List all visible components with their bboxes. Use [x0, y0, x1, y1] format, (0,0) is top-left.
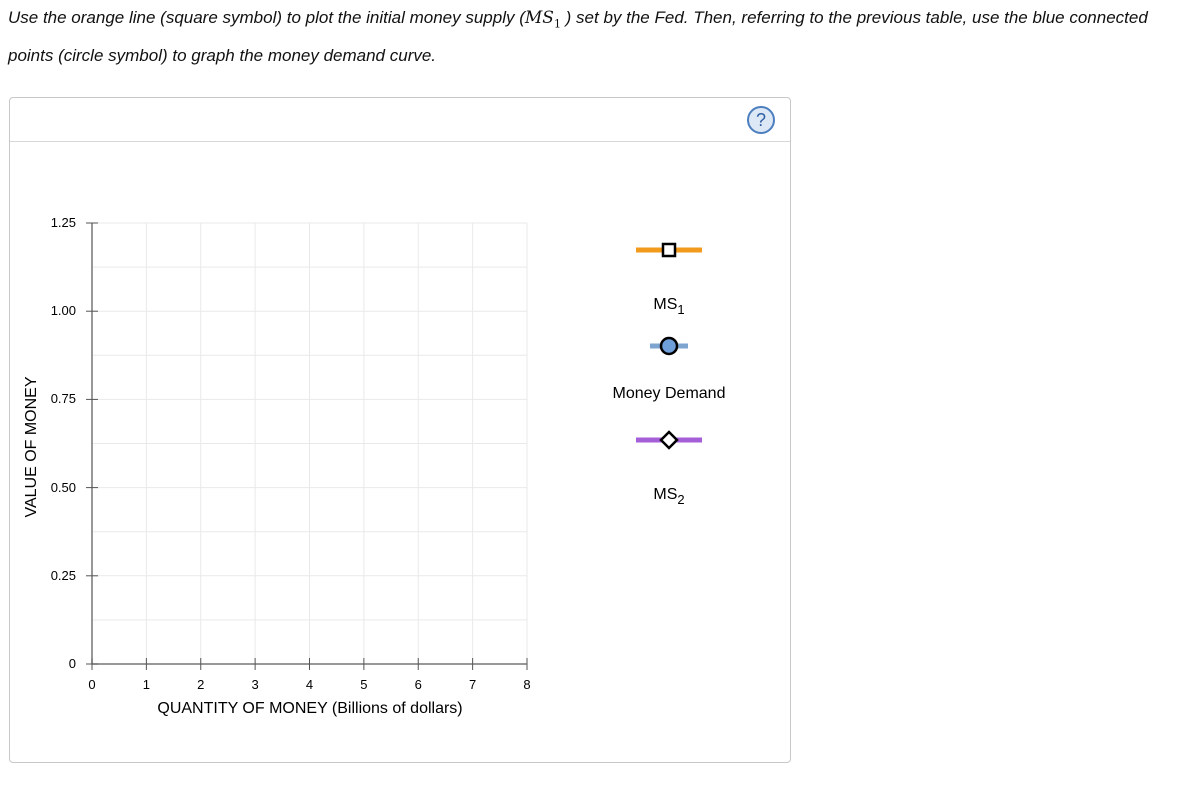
instructions-part1: Use the orange line (square symbol) to plot the initial money supply (: [8, 8, 525, 27]
y-tick-label: 0.75: [50, 391, 76, 407]
y-tick-label: 0.25: [50, 567, 76, 583]
ms2-label-main: MS: [653, 486, 678, 503]
instructions-ms1-main: MS: [524, 8, 554, 28]
y-tick-label: 1.25: [50, 215, 76, 230]
x-tick-label: 0: [88, 677, 96, 692]
x-tick-label: 6: [414, 677, 422, 692]
ms1-label: [589, 296, 749, 317]
x-tick-label: 5: [360, 677, 368, 692]
ms2-tool[interactable]: [634, 428, 704, 452]
instructions-part2: ) set by the Fed. Then, referring to the previous table, use the blue connected points (circle symbol) to graph the money demand curve.: [8, 8, 1148, 66]
ms1-label-sub: 1: [677, 302, 685, 317]
ms1-tool[interactable]: [634, 238, 704, 262]
circle-marker-icon: [661, 338, 677, 354]
axis-ticks: [86, 223, 527, 670]
money-demand-label: Money Demand: [612, 385, 726, 402]
help-icon-symbol: ?: [755, 110, 767, 130]
x-tick-label: 3: [251, 677, 259, 692]
x-tick-label: 4: [305, 677, 314, 692]
ms1-label-main: MS: [653, 296, 678, 313]
y-tick-label: 0: [68, 656, 76, 671]
x-tick-label: 7: [469, 677, 477, 692]
diamond-marker-icon: [661, 432, 677, 448]
y-tick-label: 1.00: [50, 303, 76, 319]
x-tick-label: 1: [142, 677, 150, 692]
x-axis-title: QUANTITY OF MONEY (Billions of dollars): [157, 700, 463, 717]
gridlines: [92, 223, 527, 664]
ms2-label: [589, 486, 749, 507]
y-axis-title: VALUE OF MONEY: [23, 376, 40, 518]
square-marker-icon: [663, 244, 675, 256]
ms2-label-sub: 2: [677, 492, 685, 507]
y-tick-label: 0.50: [50, 479, 76, 495]
instructions-ms1-sub: 1: [553, 17, 561, 31]
x-tick-label: 2: [197, 677, 205, 692]
money-demand-tool[interactable]: [648, 334, 690, 358]
x-tick-label: 8: [523, 677, 531, 692]
